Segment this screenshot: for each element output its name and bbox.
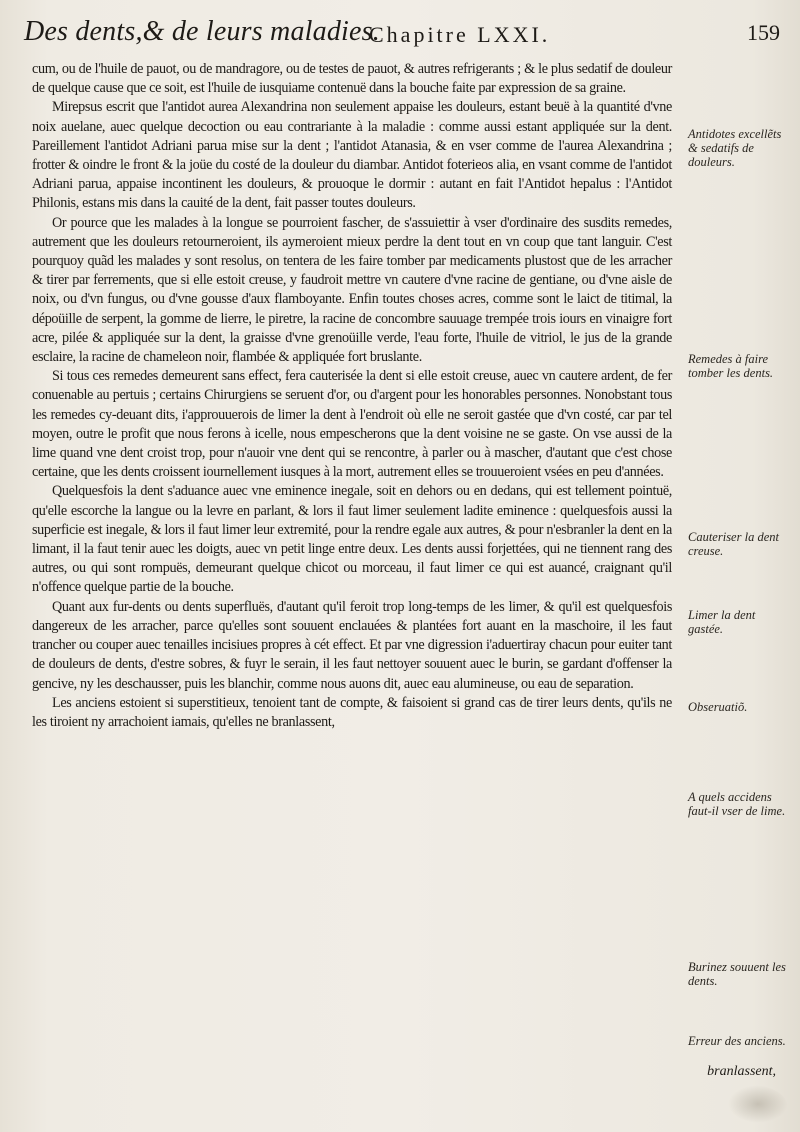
- margin-note-remedes: Remedes à faire tomber les dents.: [688, 352, 774, 380]
- margin-note-antidotes: Antidotes excellẽts & sedatifs de douleurs.: [688, 127, 782, 169]
- paragraph: Mirepsus escrit que l'antidot aurea Alexandrina non seulement appaise les douleurs, estant beuë à la quantité d'vne noix auelane, auec quelque decoction ou eau contrariante à la maladie : comme aussi estant appliquée sur la dent. Pareillement l'antidot Adriani parua mise sur la dent ; l'antidot Atanasia, & en vser comme de l'aurea Alexandrina ; frotter & oindre le front & la joüe du costé de la douleur du diambar. Antidot foterieos alia, en vsant comme de l'antidot Adriani parua, appaise incontinent les douleurs, & prouoque le dormir : autant en fait l'Antidot hepalus : l'Antidot Philonis, estans mis dans la cauité de la dent, fait passer toutes douleurs.: [32, 99, 672, 212]
- margin-note-limer: Limer la dent gastée.: [688, 608, 756, 636]
- paragraph: Or pource que les malades à la longue se pourroient fascher, de s'assuiettir à vser d'ordinaire des susdits remedes, autrement que les douleurs retourneroient, ils aymeroient mieux perdre la dent tout en vn coup que tant languir. C'est pourquoy quãd les malades y sont resolus, on tentera de les faire tomber par medicaments plustost que de les arracher & tirer par ferrements, que si elle estoit creuse, y faudroit mettre vn cautere d'vne racine de gentiane, ou d'vne aisle de noix, ou d'vn fungus, ou d'vne gousse d'aux flamboyante. Enfin toutes choses acres, comme sont le laict de titimal, la dépoüille de serpent, la gomme de lierre, le piretre, la racine de concombre sauuage trempée trois iours en vinaigre fort acre, pilée & appliquée sur la dent, la graisse d'vne grenoüille verde, l'eau forte, l'huile de vitriol, le jus de la grande esclaire, la racine de chameleon noir, flambée & appliquée fort bruslante.: [32, 214, 672, 366]
- main-text-column: [32, 60, 672, 732]
- margin-note-erreur: Erreur des anciens.: [688, 1034, 786, 1048]
- page-header: [24, 14, 780, 54]
- paragraph: Quant aux fur-dents ou dents superfluës, d'autant qu'il feroit trop long-temps de les limer, & qu'il est quelquesfois dangereux de les arracher, parce qu'elles sont souuent enclauées & plantées fort auant en la maschoire, il les faut trancher ou couper auec tenailles incisiues propres à cét effect. Et par vne digression i'aduertiray chacun pour euiter tant de douleurs de dents, d'estre sobres, & fuyr le serain, il les faut nettoyer souuent auec le burin, se gardant d'offenser la gencive, ny les deschausser, puis les blanchir, comme nous auons dit, auec eau alumineuse, ou eau de separation.: [32, 598, 672, 692]
- paper-stain: [728, 1085, 788, 1123]
- margin-note-accidens: A quels accidens faut-il vser de lime.: [688, 790, 786, 818]
- catchword: branlassent,: [707, 1064, 776, 1079]
- paragraph: Les anciens estoient si superstitieux, tenoient tant de compte, & faisoient si grand cas de tirer leurs dents, qu'ils ne les tiroient ny arrachoient iamais, qu'elles ne branlassent,: [32, 694, 672, 730]
- chapter-heading: Chapitre LXXI.: [369, 22, 551, 47]
- margin-note-observation: Obseruatiõ.: [688, 700, 748, 714]
- paragraph: Quelquesfois la dent s'aduance auec vne eminence inegale, soit en dehors ou en dedans, qui est tellement pointuë, qu'elle escorche la langue ou la levre en parlant, & lors il faut limer seulement ladite eminence : quelquesfois aussi la superficie est inegale, & lors il faut limer leur extremité, pour la rendre egale aux autres, & pour n'esbranler la dent en la limant, il la faut tenir auec les doigts, auec vn petit linge entre deux. Les dents aussi forjettées, qui ne tiennent rang des autres, ou qui sont rompuës, demeurant quelque chicot ou morceau, il faut limer ce qui est auancé, craignant qu'il n'offence quelque partie de la bouche.: [32, 483, 672, 596]
- paragraph: cum, ou de l'huile de pauot, ou de mandragore, ou de testes de pauot, & autres refrigerants ; & le plus sedatif de douleur de quelque cause que ce soit, est l'huile de iusquiame contenuë dans la bouche faite par expression de sa graine.: [32, 61, 672, 97]
- page-number: 159: [747, 20, 780, 45]
- running-title: Des dents,& de leurs maladies.: [24, 16, 380, 47]
- margin-note-cauteriser: Cauteriser la dent creuse.: [688, 530, 779, 558]
- margin-note-burinez: Burinez souuent les dents.: [688, 960, 786, 988]
- paragraph: Si tous ces remedes demeurent sans effect, fera cauterisée la dent si elle estoit creuse, auec vn cautere ardent, de fer conuenable au pertuis ; certains Chirurgiens se seruent d'or, ou d'argent pour les honorables personnes. Nonobstant tous les remedes cy-deuant dits, i'approuuerois de limer la dent à l'endroit où elle ne seroit gastée que d'vn costé, car par tel moyen, outre le profit que nous ferons à icelle, nous empescherons que la dent voisine ne se gaste. On vse aussi de la lime quand vne dent croist trop, pour n'auoir vne dent qui se rencontre, à parler ou à mascher, d'autant que c'est chose certaine, que les dents croissent iournellement iusques à la mort, autrement elles se trouueroient vsées en peu d'années.: [32, 368, 672, 481]
